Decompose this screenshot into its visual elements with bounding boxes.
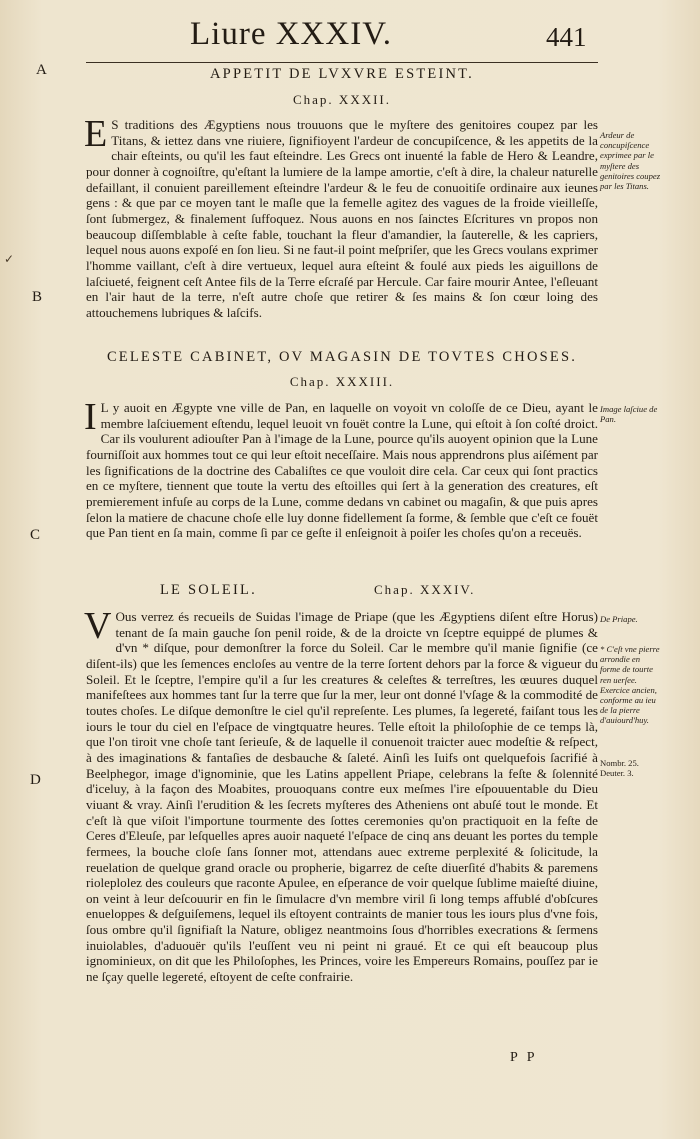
margin-letter-c: C (30, 527, 41, 543)
section-body (84, 605, 598, 1041)
ink-mark: ✓ (4, 252, 15, 266)
marginal-note: * C'eſt vne pierre arrondie en forme de tourte ren uerſee. Exercice ancien, conforme au ieu de la pierre d'auiourd'huy. (600, 644, 660, 726)
chapter-heading: Chap. XXXII. (292, 92, 391, 107)
drop-cap: V (84, 605, 112, 647)
page-number: 441 (546, 22, 587, 52)
marginal-note: Image laſciue de Pan. (600, 404, 658, 425)
header-title: Liure XXXIV. (190, 16, 393, 52)
header-rule (86, 62, 598, 63)
section-title: LE SOLEIL. (160, 582, 257, 598)
section-title: CELESTE CABINET, OV MAGASIN DE TOVTES CHOSES. (106, 349, 578, 365)
signature-mark: P P (510, 1050, 538, 1065)
drop-cap: I (84, 396, 97, 438)
drop-cap: E (84, 113, 108, 155)
marginal-note: De Priape. (600, 614, 638, 624)
margin-letter-d: D (30, 772, 41, 788)
marginal-note: Ardeur de concupiſcence exprimee par le myſtere des genitoires coupez par les Titans. (600, 130, 661, 192)
section-body (84, 396, 598, 570)
section-title: APPETIT DE LVXVRE ESTEINT. (210, 66, 474, 82)
section-body (84, 113, 598, 337)
chapter-heading: Chap. XXXIV. (374, 582, 476, 597)
marginal-note: Nombr. 25. Deuter. 3. (600, 758, 639, 779)
margin-letter-a: A (36, 62, 47, 78)
paragraph-text: Ous verrez és recueils de Suidas l'image de Priape (que les Ægyptiens diſent eſtre Horus) tenant de ſa main gauche ſon penil roide, & de la droicte vn ſceptre equippé de plumes & d'vn * diſque, pour demonſtrer la force du Soleil. Car le membre qu'il manie ſignifie (ce diſent-ils) que les ſemences encloſes au ventre de la terre ſortent dehors par la force & vigueur du Soleil. Et le ſceptre, l'empire qu'il a ſur les creatures & celeſtes & terreſtres, les œuures duquel manifeſtees aux hommes tant ſur la terre que ſur la mer, leur ont donné l'vſage & la commodité de toutes choſes. Le diſque demonſtre le ciel qu'il repreſente. Les plumes, ſa legereté, faiſant tous les iours le tour du ciel en l'eſpace de vingtquatre heures. Telle eſtoit la philoſophie de ce temps là, que l'on tiroit vne choſe tant ſerieuſe, & de laquelle il conuenoit traicter auec modeſtie & reſpect, à des imaginations & fantaſies de desbauche & ſaleté. Ainſi les Iuifs ont quelquefois ſacrifié à Beelphegor, image d'ignominie, que les Latins appellent Priape, celebrans la feſte & ſolennité d'iceluy, à la façon des Moabites, prouoquans contre eux meſmes l'ire eſpouuentable du Dieu viuant & vray. Ainſi l'erudition & les ſecrets myſteres des Atheniens ont abuſé tout le monde. Et c'eſt là que viſoit l'importune tourmente des ſottes ceremonies qu'on practiquoit en la feſte de Ceres d'Eleuſe, par leſquelles apres auoir naqueté l'eſpace de cinq ans deuant les portes du temple fermees, la bouche cloſe ſans ſonner mot, attendans auec extreme perplexité & ſolicitude, la reuelation de quelque grand oracle ou propherie, bigarrez de ceſte diuerſité d'habits & paremens rioleplolez des couleurs que raconte Apulee, en eſperance de voir quelque ſublime maieſté diuine, on veint à leur deſcouurir en fin le ſimulacre d'vn membre viril ſi long temps affublé d'obſcures enueloppes & deſguiſemens, lequel ils eſtoyent contraints de manier tous les iours plus d'vne fois, ſous ombre qu'il ſignifiaſt la Nature, obligez neantmoins ſous d'horribles execrations & ſermens inuiolables, d'aduouër qu'ils l'euſſent veu ni peint ni graué. Et ce qui eſt beaucoup plus ignominieux, on dit que les Philoſophes, les Princes, voire les Empereurs Romains, pouſſez par ie ne ſçay quelle legereté, eſtoyent de ceſte confrairie. (86, 609, 598, 985)
paragraph-text: L y auoit en Ægypte vne ville de Pan, en laquelle on voyoit vn coloſſe de ce Dieu, ayant le membre laſciuement eſtendu, lequel leuoit vn fouët contre la Lune, qui eſtoit à ſon coſté droict. Car ils voulurent adiouſter Pan à l'image de la Lune, pource qu'ils auoyent opinion que la Lune fourniſſoit aux hommes tout ce qui leur eſtoit neceſſaire. Mais nous apprendrons plus aiſément par les ſignifications de la doctrine des Cabaliſtes ce que vouloit dire cela. Car ceux qui ſont practics en ce myſtere, tiennent que toute la vertu des eſtoilles qui ſert à la generation des creatures, eſt premierement infuſe au corps de la Lune, comme dedans vn cabinet ou magaſin, & que puis apres ſelon la matiere de chacune choſe elle luy donne fidellement ſa forme, & ſemble que c'eſt ce fouët que Pan tient en ſa main, comme ſi par ce geſte il enſeignoit à poiſer les choſes qu'on a receuës. (86, 400, 598, 541)
margin-letter-b: B (32, 289, 43, 305)
paragraph-text: S traditions des Ægyptiens nous trouuons que le myſtere des genitoires coupez par les Titans, & iettez dans vne riuiere, ſignifioyent l'ardeur de concupiſcence, & les appetits de la chair eſteints, ou qu'il les faut eſteindre. Les Grecs ont inuenté la fable de Hero & Leandre, pour donner à cognoiſtre, qu'eſtant la lumiere de la lampe amortie, c'eſt à dire, la chaleur naturelle defaillant, il conuient pareillement eſteindre l'ardeur & le feu de conuoitiſe ordinaire aux ieunes gens : & que par ce moyen tant le maſle que la femelle agitez des vagues de la froide vieilleſſe, ſont ſubmergez, & finalement ſuffoquez. Nous auons en nos ſainctes Eſcritures vn propos non beaucoup diſſemblable à ceſte fable, touchant la fleur d'amandier, la ſauterelle, & les capriers, lequel nous auons expoſé en ſon lieu. Si ne faut-il point meſpriſer, que les Grecs voulans exprimer l'homme vaillant, c'eſt à dire vertueux, lequel aura eſteint & foulé aux pieds les aiguillons de laſciueté, feignent ceſt Antee fils de la Terre eſcraſé par Hercule. Car faire mourir Antee, l'eſleuant en l'air haut de la terre, n'eſt autre choſe que retirer & ſes mains & ſon cœur loing des attouchemens lubriques & laſcifs. (86, 117, 598, 320)
chapter-heading: Chap. XXXIII. (289, 374, 395, 389)
running-header (0, 14, 700, 58)
